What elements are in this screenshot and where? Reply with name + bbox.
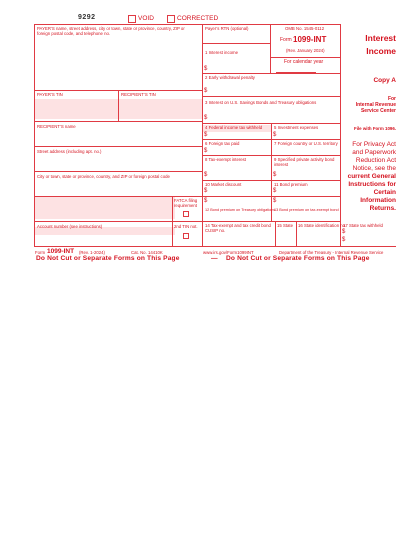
box17-dollar-1: $	[342, 229, 346, 235]
street-label: Street address (including apt. no.)	[37, 149, 102, 154]
void-label: VOID	[138, 15, 154, 22]
fatca-row-fill	[35, 197, 175, 219]
rule	[34, 171, 202, 172]
box11-dollar: $	[273, 188, 277, 194]
warning-right: Do Not Cut or Separate Forms on This Page	[226, 255, 370, 262]
box6-dollar: $	[204, 148, 208, 154]
rule	[202, 73, 340, 74]
box2-label: 2 Early withdrawal penalty	[205, 75, 255, 80]
corrected-checkbox[interactable]	[167, 15, 175, 23]
rule	[34, 196, 202, 197]
for-irs-text: For Internal Revenue Service Center	[355, 96, 396, 114]
box7-label: 7 Foreign country or U.S. territory	[274, 141, 338, 146]
payer-name-label: PAYER’S name, street address, city or town, state or province, country, ZIP or foreign postal code, and telephone no.	[37, 26, 186, 36]
box8-dollar: $	[204, 172, 208, 178]
box13-dollar: $	[273, 198, 277, 204]
box4-label: 4 Federal income tax withheld	[205, 125, 263, 130]
rule	[275, 221, 276, 246]
fatca-checkbox[interactable]	[183, 211, 189, 217]
rule	[118, 90, 119, 121]
footer-cat: Cat. No. 14410K	[131, 250, 163, 255]
footer-rev: (Rev. 1-2024)	[79, 250, 105, 255]
rule	[34, 221, 202, 222]
frame-top	[34, 24, 340, 25]
2nd-tin-label: 2nd TIN not.	[174, 224, 198, 229]
form-code: 9292	[78, 14, 96, 21]
box5-dollar: $	[273, 132, 277, 138]
footer-dept: Department of the Treasury - Internal Revenue Service	[279, 250, 384, 255]
box4-dollar: $	[204, 132, 208, 138]
box13-label: 13 Bond premium on tax-exempt bond	[274, 208, 339, 212]
rule	[276, 72, 316, 73]
rule	[296, 221, 297, 246]
form-prefix: Form	[280, 37, 292, 43]
rule	[271, 123, 272, 221]
rule	[270, 24, 271, 74]
form-rev: (Rev. January 2024)	[286, 48, 325, 53]
account-label: Account number (see instructions)	[37, 224, 103, 229]
recipient-tin-label: RECIPIENT’S TIN	[121, 92, 156, 97]
title-line1: Interest	[365, 33, 396, 43]
rule	[172, 196, 173, 246]
rule	[202, 96, 340, 97]
instructions-text: current General Instructions for Certain Information Returns.	[347, 173, 396, 212]
box5-label: 5 Investment expenses	[274, 125, 319, 130]
2nd-tin-checkbox[interactable]	[183, 233, 189, 239]
box12-label: 12 Bond premium on Treasury obligations	[205, 208, 276, 212]
footer-form-name: 1099-INT	[47, 248, 75, 255]
omb-number: OMB No. 1545-0112	[285, 26, 325, 31]
form-name: 1099-INT	[293, 35, 327, 44]
rule	[202, 43, 270, 44]
footer-form-label: Form	[35, 250, 46, 255]
title-line2: Income	[366, 46, 396, 56]
footer-url: www.irs.gov/Form1099INT	[203, 250, 254, 255]
file-with-text: File with Form 1096.	[354, 126, 396, 131]
box1-label: 1 Interest income	[205, 50, 238, 55]
box15-label: 15 State	[277, 223, 294, 228]
frame-left	[34, 24, 35, 246]
box17-label: 17 State tax withheld	[343, 223, 383, 228]
box14-label: 14 Tax-exempt and tax credit bond CUSIP no.	[205, 223, 273, 233]
void-checkbox[interactable]	[128, 15, 136, 23]
box3-label: 3 Interest on U.S. Savings Bonds and Treasury obligations	[205, 100, 317, 105]
calendar-year-label: For calendar year	[284, 59, 324, 65]
corrected-label: CORRECTED	[177, 15, 219, 22]
divider-mid	[202, 24, 203, 246]
box6-label: 6 Foreign tax paid	[205, 141, 240, 146]
box10-dollar: $	[204, 188, 208, 194]
rule	[34, 146, 202, 147]
box3-dollar: $	[204, 115, 208, 121]
box17-dollar-2: $	[342, 237, 346, 243]
box8-label: 8 Tax-exempt interest	[205, 157, 246, 162]
box9-label: 9 Specified private activity bond interest	[274, 157, 336, 167]
payer-tin-label: PAYER’S TIN	[37, 92, 63, 97]
rule	[34, 121, 202, 122]
rule	[202, 221, 340, 222]
frame-bottom	[34, 246, 396, 247]
warning-dash: —	[211, 255, 218, 262]
box12-dollar: $	[204, 198, 208, 204]
rtn-label: Payer’s RTN (optional)	[205, 26, 249, 31]
recipient-name-label: RECIPIENT’S name	[37, 124, 76, 129]
privacy-text: For Privacy Act and Paperwork Reduction Act Notice, see the	[352, 141, 396, 172]
city-label: City or town, state or province, country, and ZIP or foreign postal code	[37, 174, 170, 179]
box2-dollar: $	[204, 88, 208, 94]
copy-label: Copy A	[373, 77, 396, 84]
rule	[270, 57, 340, 58]
box9-dollar: $	[273, 172, 277, 178]
warning-left: Do Not Cut or Separate Forms on This Page	[36, 255, 180, 262]
box11-label: 11 Bond premium	[274, 182, 308, 187]
fatca-label: FATCA filing requirement	[174, 198, 199, 208]
box16-label: 16 State identification no.	[298, 223, 347, 228]
box1-dollar: $	[204, 66, 208, 72]
box10-label: 10 Market discount	[205, 182, 242, 187]
